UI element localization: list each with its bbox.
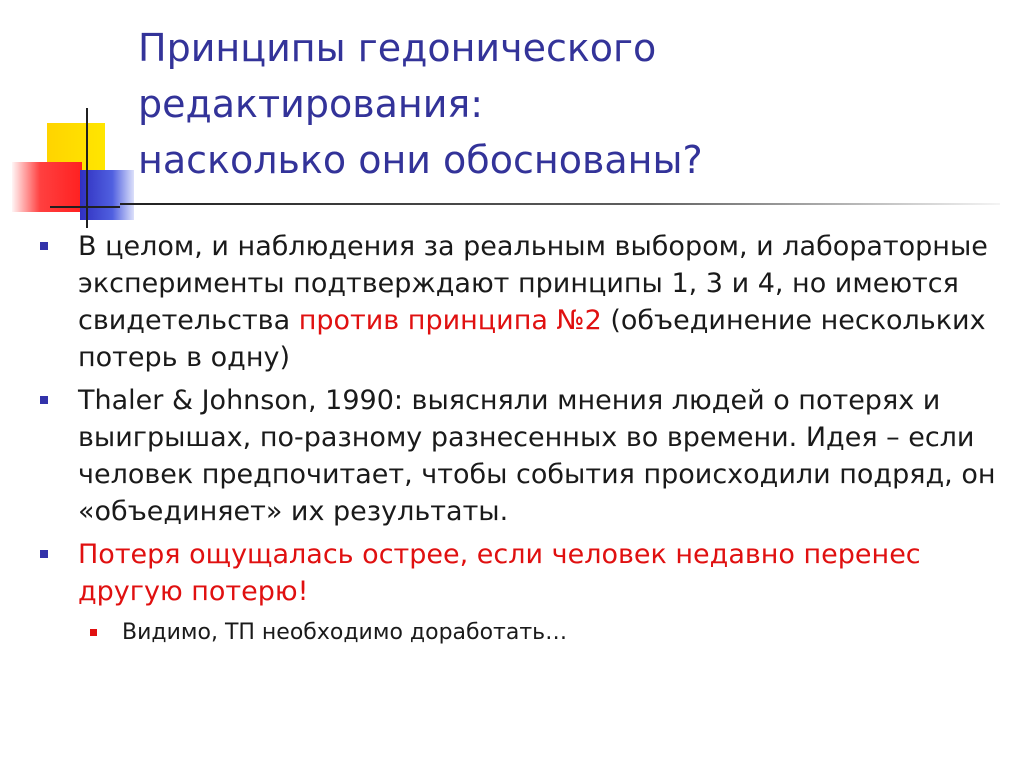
blue-square <box>80 170 134 220</box>
bullet-item <box>40 228 1000 376</box>
slide-body <box>40 228 1000 650</box>
sub-bullet-square-icon <box>90 629 97 636</box>
slide-title <box>138 20 998 188</box>
decorative-squares <box>0 0 140 230</box>
title-line-1: Принципы гедонического <box>138 26 657 70</box>
bullet-square-icon <box>40 396 48 404</box>
bullet-highlight: против принципа №2 <box>298 305 602 336</box>
bullet-text: Thaler & Johnson, 1990: выясняли мнения людей о потерях и выигрышах, по-разному разнесенных во времени. Идея – если человек предпочитает, чтобы события происходили подряд, он «объединяет» их результаты. <box>78 385 996 527</box>
sub-bullet-item <box>40 616 1000 650</box>
bullet-text: Потеря ощущалась острее, если человек недавно перенес другую потерю! <box>78 539 921 607</box>
title-line-3: насколько они обоснованы? <box>138 138 703 182</box>
bullet-square-icon <box>40 550 48 558</box>
red-square <box>12 162 82 212</box>
bullet-item <box>40 536 1000 610</box>
cross-line <box>50 206 120 208</box>
sub-bullet-text: Видимо, ТП необходимо доработать… <box>122 620 568 645</box>
bullet-text-end: (объединение нескольких потерь в одну) <box>78 305 986 373</box>
vertical-line <box>86 108 88 228</box>
bullet-square-icon <box>40 242 48 250</box>
title-line-2: редактирования: <box>138 82 484 126</box>
title-divider <box>120 203 1000 205</box>
bullet-text: В целом, и наблюдения за реальным выбором, и лабораторные эксперименты подтверждают принципы 1, 3 и 4, но имеются свидетельства <box>78 231 988 336</box>
bullet-item <box>40 382 1000 530</box>
